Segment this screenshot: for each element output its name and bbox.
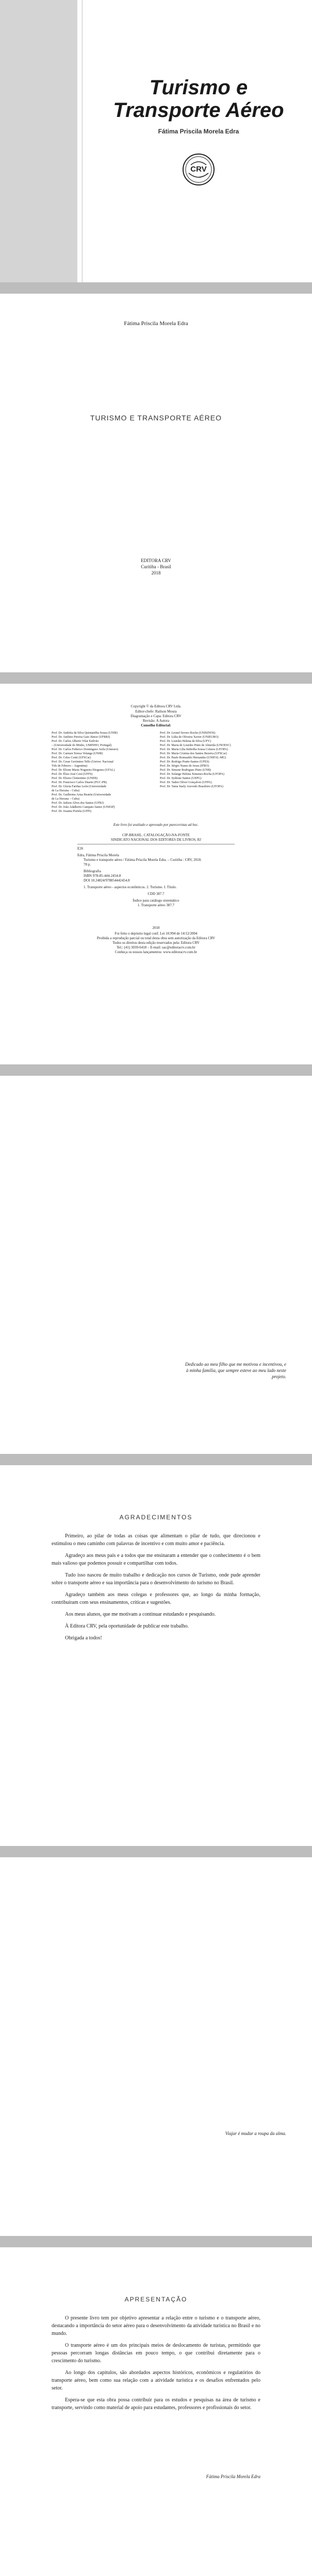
cip-line: CDD 387.7 — [147, 892, 165, 896]
publisher-city: Curitiba - Brasil — [141, 564, 171, 569]
council-member: Prof. Dr. Leonel Severo Rocha (UNISINOS) — [160, 732, 216, 735]
footer-line: Tel.: (41) 3039-6418 – E-mail: sac@editoracrv.com.br — [117, 945, 195, 950]
cip-line: ISBN 978-85-444-2454-8 — [84, 874, 121, 878]
acknowledgment-paragraph: Tudo isso nasceu de muito trabalho e dedicação nos cursos de Turismo, onde pude aprender sobre o transporte aéreo e sua importância para o desenvolvimento do turismo no Brasil. — [52, 1572, 260, 1586]
page-gap — [0, 1064, 312, 1076]
council-member: Prof. Dr. Guillermo Arias Beatón (Universidade — [52, 793, 111, 796]
cip-line: 1. Transporte aéreo - aspectos econômicos. 2. Turismo. I. Título. — [84, 885, 177, 889]
cip-line: DOI 10.24824/978854442454.8 — [84, 878, 130, 883]
publication-year: 2018 — [151, 570, 161, 575]
cip-line: CIP-BRASIL. CATALOGAÇÃO-NA-FONTE — [122, 833, 190, 837]
council-member: Três de Febrero – Argentina) — [52, 765, 88, 768]
peer-review-note: Este livro foi avaliado e aprovado por pareceristas ad hoc. — [113, 823, 199, 827]
cip-line: Bibliografia — [84, 869, 101, 873]
page-gap — [0, 1454, 312, 1465]
footer-line: Conheça os nossos lançamentos: www.editoracrv.com.br — [114, 950, 198, 954]
council-member: Prof. Dr. Sydione Santos (UEPG) — [160, 777, 202, 780]
publisher-logo — [182, 152, 216, 187]
council-member: Prof. Dr. Cesar Gerónimo Tello (Univer. Nacional — [52, 760, 113, 764]
council-member: Prof. Dr. Antônio Pereira Gaio Júnior (UFRRJ) — [52, 736, 110, 739]
cover-title-line2: Transporte Aéreo — [113, 99, 284, 122]
council-member: Prof. Dr. Gloria Fariñas León (Universidade — [52, 785, 107, 788]
acknowledgments-page — [0, 1465, 312, 1846]
presentation-paragraph: Ao longo dos capítulos, são abordados aspectos históricos, econômicos e regulatórios do transporte aéreo, bem como sua relação com a atividade turística e os desafios enfrentados pelo setor. — [52, 2370, 260, 2391]
council-member: Prof. Dr. Paulo Romualdo Hernandes (UNIFAL-MG) — [160, 756, 226, 759]
footer-line: Todos os direitos desta edição reservados pela: Editora CRV — [112, 941, 200, 945]
cover-divider — [81, 0, 83, 282]
council-member: de La Havana – Cuba) — [52, 789, 79, 792]
cip-line: Edra, Fátima Priscila Morela — [77, 853, 119, 857]
council-member: Prof. Dr. Carlos Federico Dominguez Avila (Unieuro) — [52, 748, 119, 751]
council-member: de La Havana – Cuba) — [52, 798, 79, 801]
cip-line: SINDICATO NACIONAL DOS EDITORES DE LIVROS, RJ — [110, 838, 202, 842]
council-member: Prof. Dr. Lourdes Helena da Silva (UFV) — [160, 740, 211, 743]
header-line: Revisão: A Autora — [142, 719, 170, 723]
footer-line: Foi feito o depósito legal conf. Lei 10.994 de 14/12/2004 — [114, 931, 198, 936]
page-gap — [0, 2236, 312, 2247]
presentation-body — [52, 2314, 260, 2416]
header-line: Diagramação e Capa: Editora CRV — [130, 714, 182, 718]
acknowledgments-heading: AGRADECIMENTOS — [119, 1514, 193, 1521]
acknowledgment-paragraph: Obrigada a todos! — [65, 1635, 102, 1641]
council-member: Prof. Dr. Maria Cristina dos Santos Bezerra (UFSCar) — [160, 752, 227, 755]
acknowledgment-paragraph: Agradeço aos meus pais e a todos que me ensinaram a entender que o conhecimento é o bem mais valioso que podemos possuir e compartilhar com todos. — [52, 1553, 260, 1566]
council-member: Prof. Dr. Tadeu Oliver Gonçalves (UFPA) — [160, 781, 212, 784]
presentation-heading: APRESENTAÇÃO — [124, 2296, 188, 2303]
acknowledgment-paragraph: Agradeço também aos meus colegas e professores que, ao longo da minha formação, contribuíram com seus ensinamentos, críticas e sugestões. — [52, 1592, 260, 1605]
epigraph-page — [0, 1857, 312, 2236]
council-member: Prof. Dr. Rodrigo Pratte-Santos (UFES) — [160, 760, 209, 764]
publisher-name: EDITORA CRV — [141, 558, 171, 563]
page-gap — [0, 672, 312, 684]
council-member: – (Universidade do Minho, UMINHO, Portugal) — [52, 744, 112, 747]
acknowledgment-paragraph: Primeiro, ao pilar de todas as coisas que alimentam o pilar de tudo, que direcionou e estimulou o meu caminho com palavras de incentivo e com muito amor e paciência. — [52, 1533, 260, 1547]
title-page-imprint — [0, 557, 312, 576]
footer-line: Proibida a reprodução parcial ou total desta obra sem autorização da Editora CRV — [96, 936, 216, 940]
council-member: Prof. Dr. Jailson Alves dos Santos (UFRJ) — [52, 802, 104, 805]
council-member: Prof. Dr. Josania Portela (UFPI) — [52, 810, 91, 813]
presentation-paragraph: O presente livro tem por objetivo apresentar a relação entre o turismo e o transporte aéreo, destacando a importância do setor aéreo para o desenvolvimento da atividade turística no Brasil e no mundo. — [52, 2315, 260, 2336]
title-page — [0, 294, 312, 672]
presentation-paragraph: O transporte aéreo é um dos principais meios de deslocamento de turistas, permitindo que pessoas percorram longas distâncias em pouco tempo, o que contribui diretamente para o crescimento do turismo. — [52, 2343, 260, 2364]
cover-title — [101, 76, 297, 122]
footer-line: 2018 — [152, 926, 160, 930]
cover-author: Fátima Priscila Morela Edra — [158, 128, 239, 135]
council-right-list — [160, 731, 263, 789]
council-left-list — [52, 731, 155, 814]
council-member: Prof. Dr. Elizeu Clementino (UNEB) — [52, 777, 97, 780]
council-member: Prof. Dr. Simone Rodrigues Pinto (UNB) — [160, 769, 211, 772]
dedication-text: Dedicado ao meu filho que me motivou e incentivou, e à minha família, que sempre esteve ao meu lado neste projeto. — [185, 1362, 286, 1379]
epigraph-text: Viajar é mudar a roupa da alma. — [225, 2131, 286, 2136]
cip-line: E26 — [77, 844, 235, 851]
header-line: Editor-chefe: Railson Moura — [135, 709, 177, 714]
cover-sidebar — [0, 0, 77, 282]
copyright-line: Copyright © da Editora CRV Ltda. — [130, 704, 182, 708]
council-member: Prof. Dr. Maria de Lourdes Pinto de Almeida (UNOESC) — [160, 744, 231, 747]
cip-line: Índice para catálogo sistemático — [133, 899, 179, 903]
council-member: Prof. Dr. Sérgio Nunes de Jesus (IFRO) — [160, 765, 209, 768]
title-page-author: Fátima Priscila Morela Edra — [124, 320, 188, 327]
cip-line: 1. Transporte aéreo 387.7 — [137, 903, 175, 907]
council-member: Prof. Dr. Carlos Alberto Vilar Estêvão — [52, 740, 99, 743]
acknowledgment-paragraph: À Editora CRV, pela oportunidade de publicar este trabalho. — [65, 1623, 189, 1629]
acknowledgments-body — [52, 1532, 260, 1646]
council-member: Prof. Dr. Solange Helena Ximenes-Rocha (UFOPA) — [160, 773, 224, 776]
council-member: Prof. Dr. João Adalberto Campato Junior (UNESP) — [52, 806, 115, 809]
cip-line: Turismo e transporte aéreo / Fátima Priscila Morela Edra. – Curitiba : CRV, 2018. — [84, 858, 202, 862]
crv-logo-text: CRV — [190, 165, 207, 174]
acknowledgment-paragraph: Aos meus alunos, que me motivam a continuar estudando e pesquisando. — [65, 1612, 216, 1617]
header-line: Conselho Editorial: — [141, 723, 171, 727]
presentation-paragraph: Espera-se que esta obra possa contribuir para os estudos e pesquisas na área de turismo e transporte, servindo como material de apoio para estudantes, professores e profissionais do setor. — [52, 2397, 260, 2411]
council-member: Prof. Dr. Francisco Carlos Duarte (PUC-PR) — [52, 781, 107, 784]
copyright-footer — [0, 926, 312, 955]
council-member: Prof. Dr. Elione Maria Nogueira Diogenes (UFAL) — [52, 769, 115, 772]
page-gap — [0, 1846, 312, 1857]
council-member: Prof. Dr. Lídia de Oliveira Xavier (UNIEURO) — [160, 736, 219, 739]
council-member: Prof. Dr. Élsio José Corá (UFFS) — [52, 773, 93, 776]
cover-page — [0, 0, 312, 282]
copyright-page — [0, 684, 312, 1064]
council-member: Prof. Dr. Andréia da Silva Quintanilha Sousa (UNIR) — [52, 732, 118, 735]
council-member: Prof. Dr. Celso Conti (UFSCar) — [52, 756, 91, 759]
cip-block — [77, 833, 235, 908]
presentation-signature: Fátima Priscila Morela Edra — [206, 2474, 260, 2479]
title-page-title: TURISMO E TRANSPORTE AÉREO — [90, 414, 222, 422]
council-member: Prof. Dr. Carmen Tereza Velanga (UNIR) — [52, 752, 103, 755]
presentation-page — [0, 2247, 312, 2576]
dedication-page — [0, 1076, 312, 1454]
council-member: Prof. Dr. Tania Suely Azevedo Brasileiro (UFOPA) — [160, 785, 223, 788]
cip-line: 78 p. — [84, 862, 91, 867]
council-member: Prof. Dr. Maria Lília Imbiriba Sousa Colares (UFOPA) — [160, 748, 228, 751]
copyright-header — [0, 709, 312, 728]
cover-title-line1: Turismo e — [149, 76, 248, 99]
page-gap — [0, 282, 312, 294]
